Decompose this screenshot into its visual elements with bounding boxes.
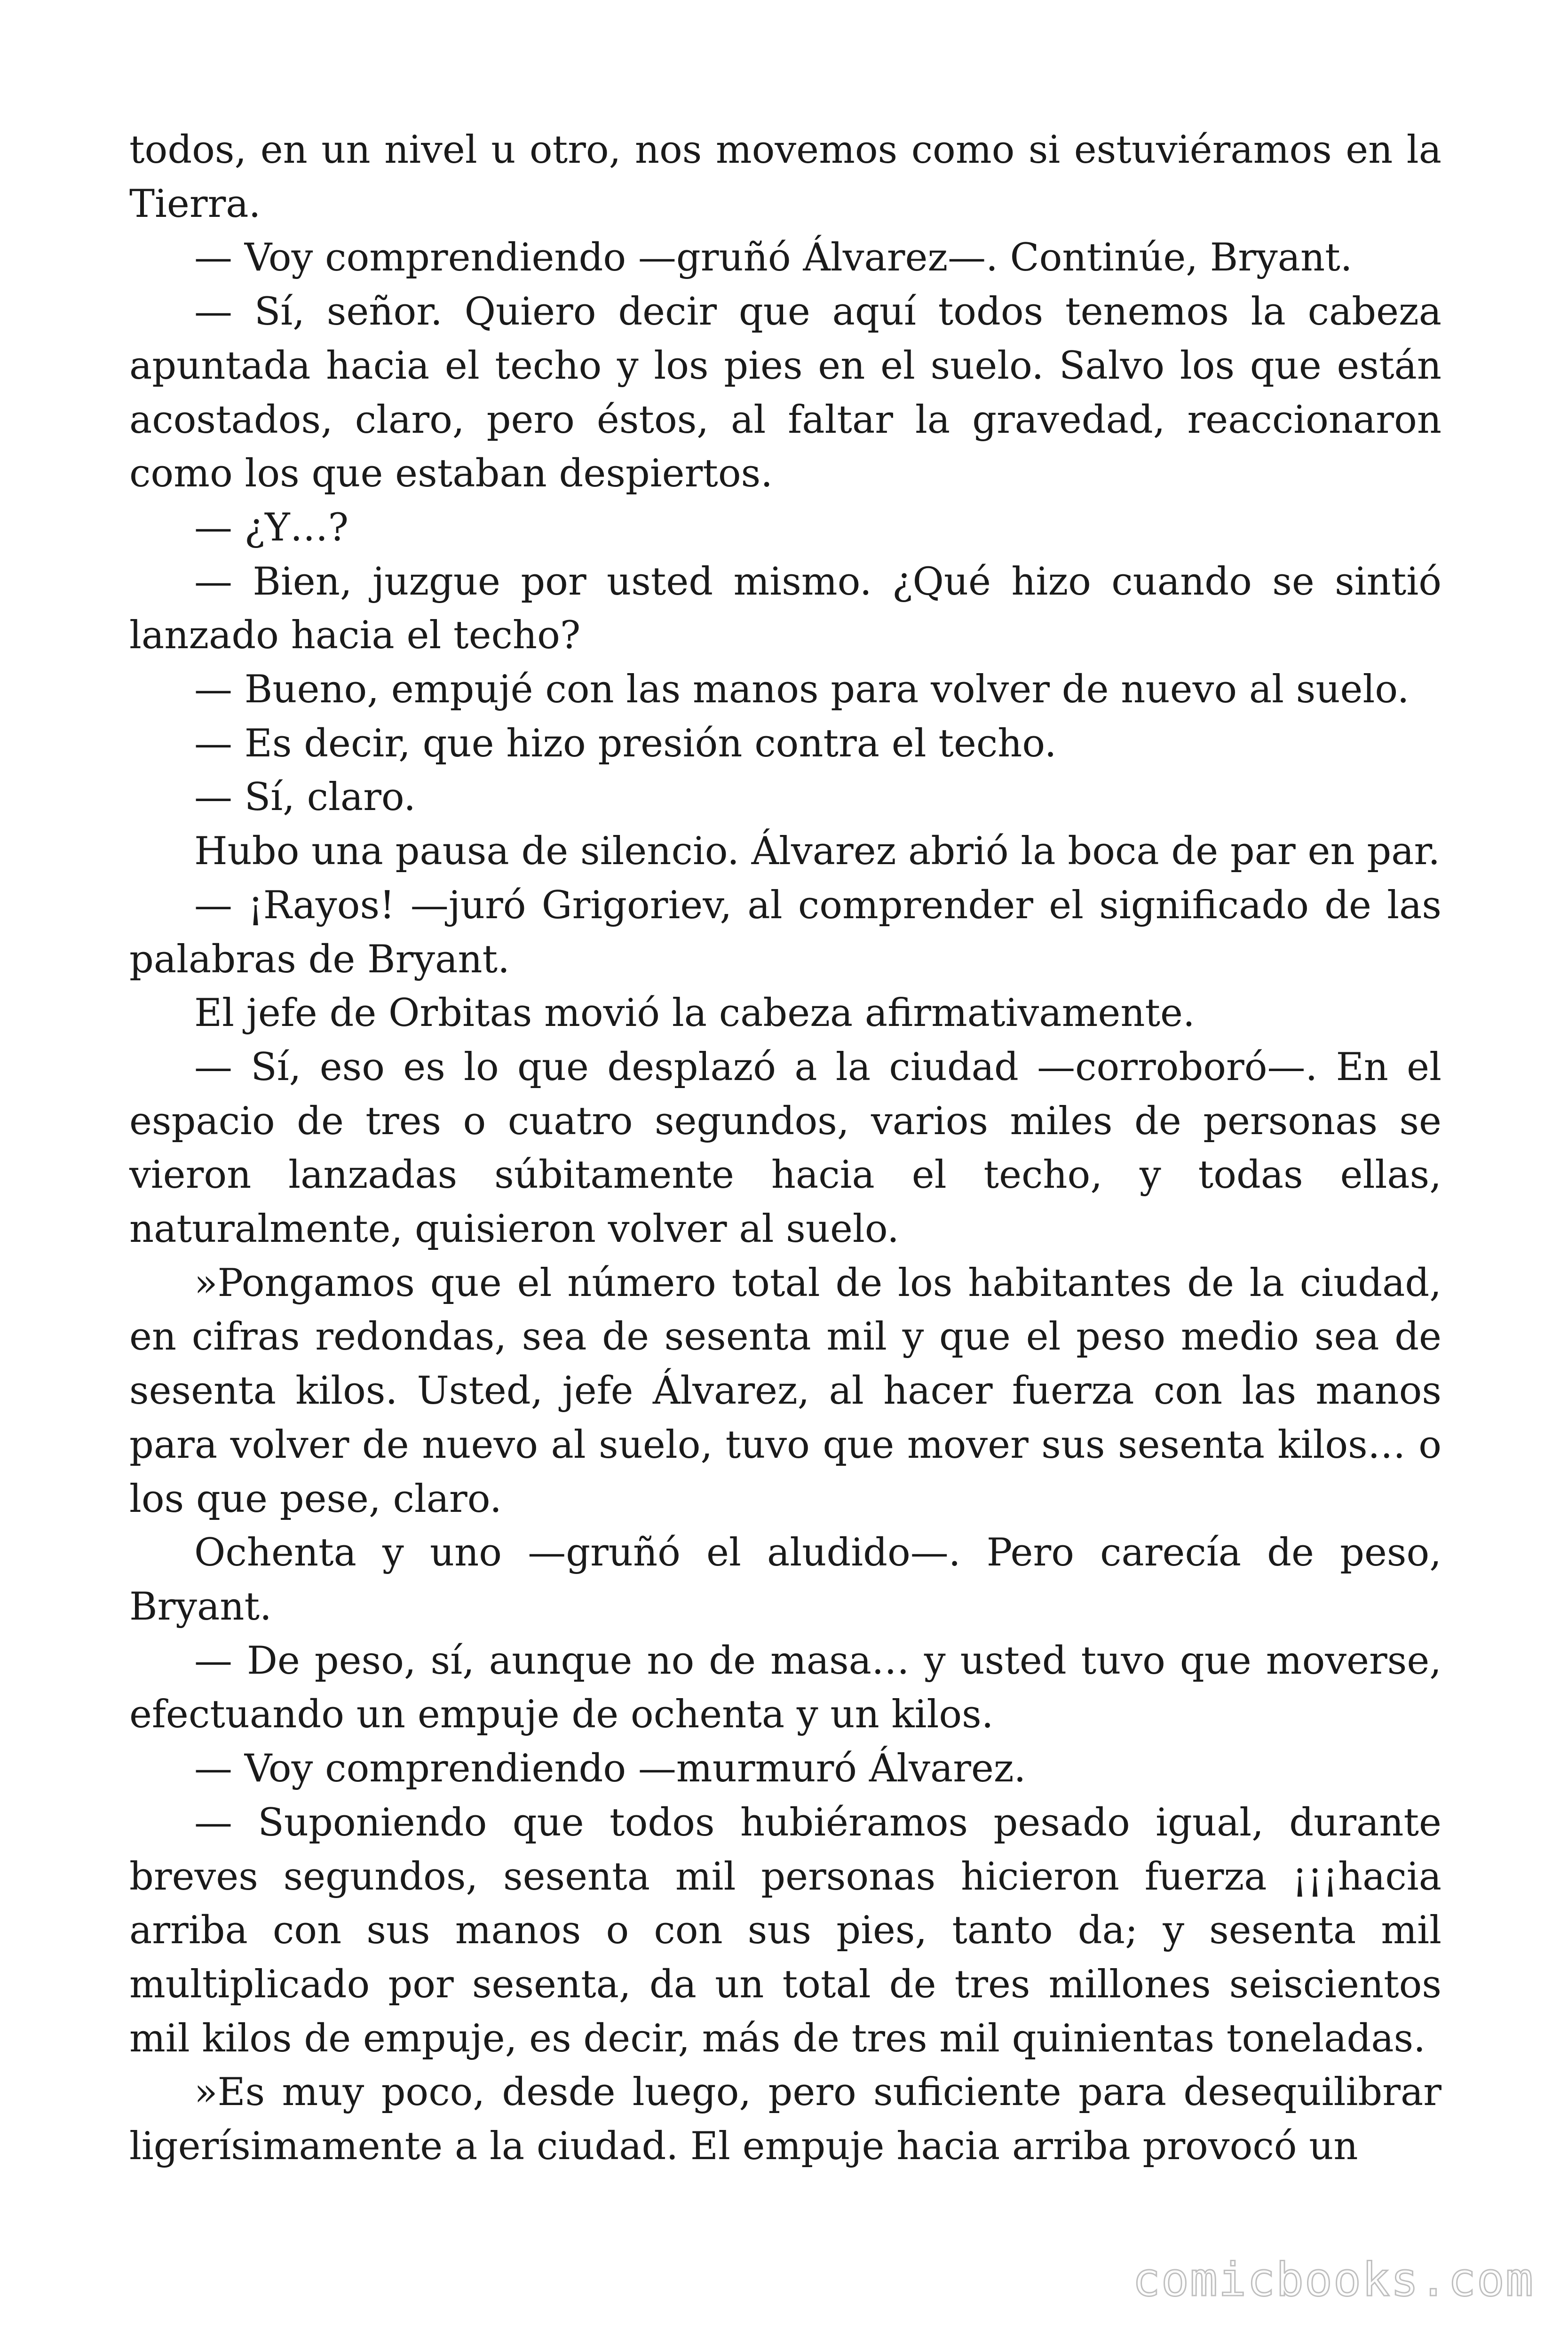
paragraph: Ochenta y uno —gruñó el aludido—. Pero carecía de peso, Bryant. [129, 1531, 1441, 1629]
paragraph: — Sí, claro. [194, 775, 416, 820]
paragraph: — Bien, juzgue por usted mismo. ¿Qué hizo cuando se sintió lanzado hacia el techo? [129, 559, 1441, 658]
paragraph: — Bueno, empujé con las manos para volver de nuevo al suelo. [194, 667, 1410, 712]
watermark: comicbooks.com [1132, 2253, 1534, 2307]
paragraph: »Pongamos que el número total de los habitantes de la ciudad, en cifras redondas, sea de sesenta mil y que el peso medio sea de sesenta kilos. Usted, jefe Álvarez, al hacer fuerza con las manos para volver de nuevo al suelo, tuvo que mover sus sesenta kilos… o los que pese, claro. [129, 1261, 1441, 1521]
page-body [129, 123, 1441, 2174]
paragraph: — Suponiendo que todos hubiéramos pesado igual, durante breves segundos, sesenta mil personas hicieron fuerza ¡¡¡hacia arriba con sus manos o con sus pies, tanto da; y sesenta mil multiplicado por sesenta, da un total de tres millones seiscientos mil kilos de empuje, es decir, más de tres mil quinientas toneladas. [129, 1800, 1441, 2061]
paragraph: — Es decir, que hizo presión contra el techo. [194, 721, 1057, 766]
paragraph: — ¡Rayos! —juró Grigoriev, al comprender el significado de las palabras de Bryant. [129, 883, 1441, 982]
paragraph: — De peso, sí, aunque no de masa… y usted tuvo que moverse, efectuando un empuje de ochenta y un kilos. [129, 1638, 1441, 1737]
paragraph: — Sí, señor. Quiero decir que aquí todos tenemos la cabeza apuntada hacia el techo y los pies en el suelo. Salvo los que están acostados, claro, pero éstos, al faltar la gravedad, reaccionaron como los que estaban despiertos. [129, 290, 1441, 496]
paragraph: Hubo una pausa de silencio. Álvarez abrió la boca de par en par. [194, 829, 1441, 874]
paragraph: todos, en un nivel u otro, nos movemos como si estuviéramos en la Tierra. [129, 128, 1441, 226]
paragraph: El jefe de Orbitas movió la cabeza afirmativamente. [194, 991, 1195, 1036]
paragraph: — Voy comprendiendo —gruñó Álvarez—. Continúe, Bryant. [194, 236, 1353, 280]
paragraph: — Sí, eso es lo que desplazó a la ciudad —corroboró—. En el espacio de tres o cuatro segundos, varios miles de personas se vieron lanzadas súbitamente hacia el techo, y todas ellas, naturalmente, quisieron volver al suelo. [129, 1045, 1441, 1252]
paragraph: »Es muy poco, desde luego, pero suficiente para desequilibrar ligerísimamente a la ciudad. El empuje hacia arriba provocó un [129, 2070, 1441, 2169]
paragraph: — ¿Y…? [194, 505, 349, 550]
paragraph: — Voy comprendiendo —murmuró Álvarez. [194, 1747, 1026, 1791]
